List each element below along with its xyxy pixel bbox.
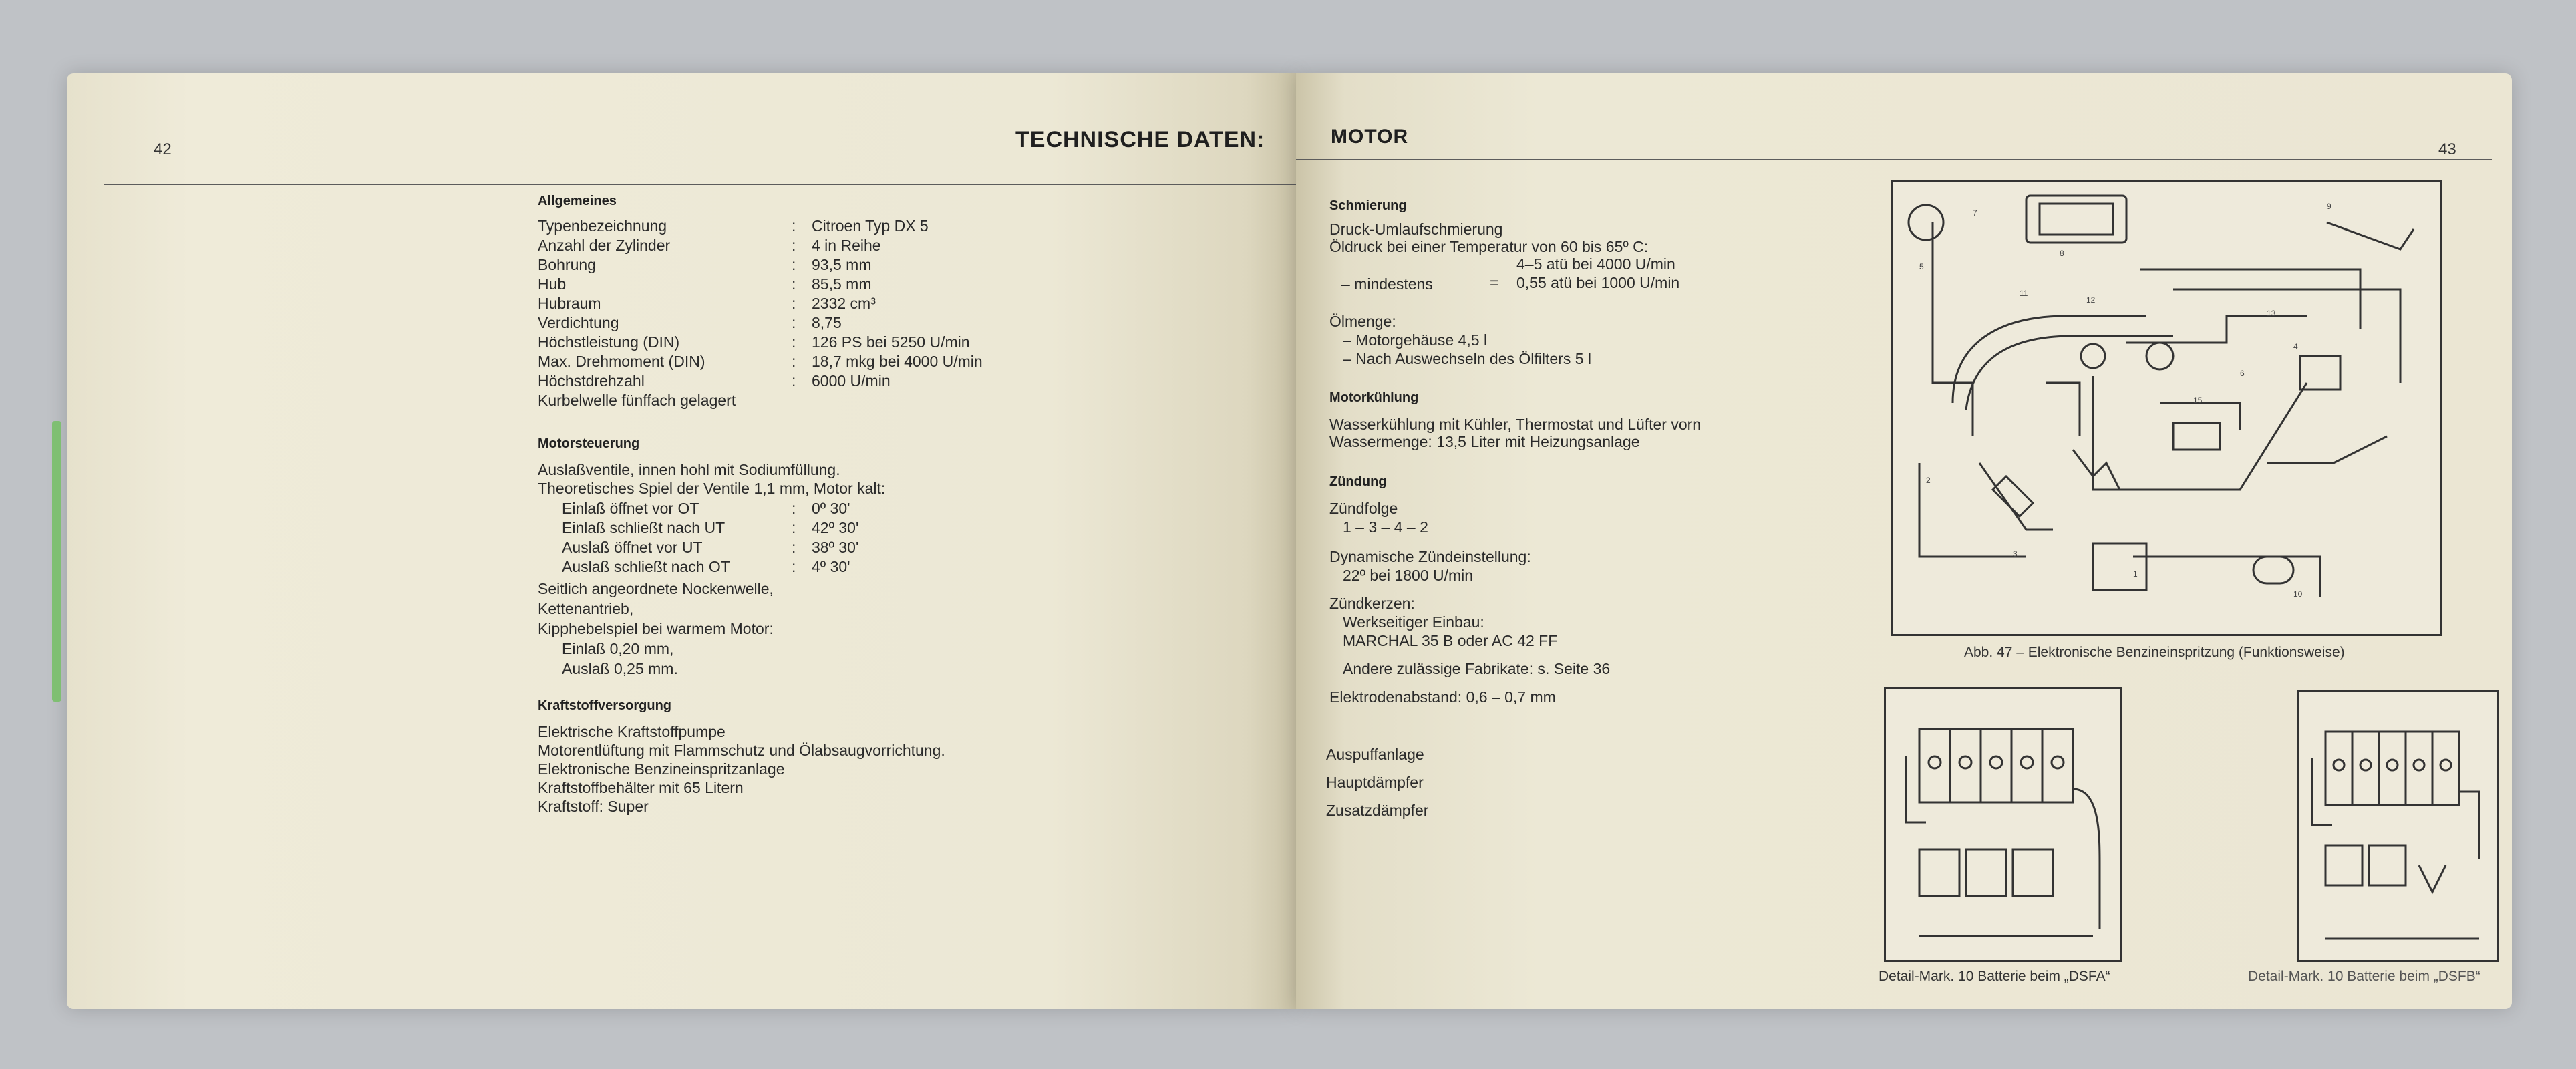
svg-text:1: 1 <box>2133 569 2138 579</box>
detail-caption-dsfb: Detail-Mark. 10 Batterie beim „DSFB“ <box>2248 969 2480 984</box>
kraftstoff-line: Elektronische Benzineinspritzanlage <box>538 760 785 778</box>
motorsteuerung-line: Theoretisches Spiel der Ventile 1,1 mm, Motor kalt: <box>538 480 886 497</box>
section-title-motorsteuerung: Motorsteuerung <box>538 436 640 451</box>
zuendung-line: Zündfolge <box>1329 500 1398 517</box>
spec-label: Hubraum <box>538 295 601 312</box>
spec-label: Auslaß schließt nach OT <box>562 558 730 575</box>
spec-label: Auslaß öffnet vor UT <box>562 539 703 556</box>
spec-value: 93,5 mm <box>812 256 872 273</box>
svg-text:9: 9 <box>2327 202 2331 211</box>
zuendung-line: Werkseitiger Einbau: <box>1343 613 1484 631</box>
page-number-left: 42 <box>154 140 172 158</box>
zuendung-line: 22º bei 1800 U/min <box>1343 567 1474 584</box>
section-title-zuendung: Zündung <box>1329 474 1387 489</box>
spec-label: Verdichtung <box>538 314 619 331</box>
schmierung-line: 0,55 atü bei 1000 U/min <box>1516 274 1680 291</box>
auspuff-line: Hauptdämpfer <box>1326 774 1424 791</box>
kuehlung-line: Wassermenge: 13,5 Liter mit Heizungsanlage <box>1329 433 1640 450</box>
page-tab-marker <box>52 421 61 702</box>
spec-value: 18,7 mkg bei 4000 U/min <box>812 353 983 370</box>
figure-caption: Abb. 47 – Elektronische Benzineinspritzung (Funktionsweise) <box>1964 645 2345 660</box>
spec-value: Citroen Typ DX 5 <box>812 217 929 235</box>
spec-value: 38º 30' <box>812 539 859 556</box>
zuendung-line: Andere zulässige Fabrikate: s. Seite 36 <box>1343 660 1611 677</box>
page-header-left: TECHNISCHE DATEN: <box>1015 127 1265 152</box>
svg-text:11: 11 <box>2020 289 2028 298</box>
injection-system-diagram <box>1891 180 2442 636</box>
spec-value: 4º 30' <box>812 558 850 575</box>
motorsteuerung-line: Auslaßventile, innen hohl mit Sodiumfüllung. <box>538 461 840 478</box>
zuendung-line: 1 – 3 – 4 – 2 <box>1343 518 1428 536</box>
detail-caption-dsfa: Detail-Mark. 10 Batterie beim „DSFA“ <box>1879 969 2110 984</box>
motorsteuerung-line: Seitlich angeordnete Nockenwelle, <box>538 580 774 597</box>
auspuff-title: Auspuffanlage <box>1326 746 1424 763</box>
kuehlung-line: Wasserkühlung mit Kühler, Thermostat und Lüfter vorn <box>1329 416 1702 433</box>
kraftstoff-line: Kraftstoff: Super <box>538 798 649 815</box>
page-header-right: MOTOR <box>1331 126 1409 148</box>
motorsteuerung-line: Kipphebelspiel bei warmem Motor: <box>538 620 774 637</box>
motorsteuerung-line: Auslaß 0,25 mm. <box>562 660 678 677</box>
schmierung-equals: = <box>1490 274 1499 291</box>
section-title-kraftstoff: Kraftstoffversorgung <box>538 698 672 713</box>
motorsteuerung-line: Einlaß 0,20 mm, <box>562 640 674 657</box>
open-manual <box>67 73 2519 1022</box>
spec-value: 0º 30' <box>812 500 850 517</box>
auspuff-line: Zusatzdämpfer <box>1326 802 1429 819</box>
schmierung-line: Öldruck bei einer Temperatur von 60 bis 65º C: <box>1329 238 1649 255</box>
detail-battery-dsfa-diagram <box>1884 687 2122 962</box>
zuendung-line: Elektrodenabstand: 0,6 – 0,7 mm <box>1329 688 1556 706</box>
svg-text:15: 15 <box>2193 396 2203 405</box>
spec-label: Typenbezeichnung <box>538 217 667 235</box>
svg-text:10: 10 <box>2293 589 2303 599</box>
svg-text:4: 4 <box>2293 342 2298 351</box>
svg-text:13: 13 <box>2267 309 2276 318</box>
schmierung-line: Druck-Umlaufschmierung <box>1329 220 1503 238</box>
right-page <box>1296 73 2512 1009</box>
spec-label: Hub <box>538 275 567 293</box>
spec-value: 126 PS bei 5250 U/min <box>812 333 970 351</box>
schmierung-line: – mindestens <box>1341 275 1433 293</box>
section-title-schmierung: Schmierung <box>1329 198 1407 213</box>
oelmenge-title: Ölmenge: <box>1329 313 1396 330</box>
spec-value: 4 in Reihe <box>812 237 881 254</box>
spec-value: 2332 cm³ <box>812 295 876 312</box>
svg-text:2: 2 <box>1926 476 1931 485</box>
spec-label: Einlaß schließt nach UT <box>562 519 726 537</box>
spec-label: Max. Drehmoment (DIN) <box>538 353 705 370</box>
kraftstoff-line: Elektrische Kraftstoffpumpe <box>538 723 726 740</box>
header-rule-right <box>1296 159 2492 160</box>
oelmenge-line: – Nach Auswechseln des Ölfilters 5 l <box>1343 350 1592 367</box>
svg-text:8: 8 <box>2060 249 2064 258</box>
zuendung-line: Dynamische Zündeinstellung: <box>1329 548 1531 565</box>
spec-value: 85,5 mm <box>812 275 872 293</box>
section-title-allgemeines: Allgemeines <box>538 194 617 208</box>
spec-value: 42º 30' <box>812 519 859 537</box>
svg-text:7: 7 <box>1973 208 1977 218</box>
oelmenge-line: – Motorgehäuse 4,5 l <box>1343 331 1488 349</box>
page-number-right: 43 <box>2438 140 2456 158</box>
spec-label: Anzahl der Zylinder <box>538 237 671 254</box>
spec-label: Einlaß öffnet vor OT <box>562 500 699 517</box>
section-title-kuehlung: Motorkühlung <box>1329 390 1419 405</box>
motorsteuerung-line: Kettenantrieb, <box>538 600 634 617</box>
spec-value: 8,75 <box>812 314 842 331</box>
zuendung-line: Zündkerzen: <box>1329 595 1415 612</box>
left-page: 42 TECHNISCHE DATEN: Allgemeines Typenbezeichnung : Citroen Typ DX 5 Anzahl der Zylinder : 4 in Reihe Bohrung : 93,5 mm Hub : 85,5 mm Hubraum : 2332 cm³ Verdichtung : 8,75 Höchstleistung (DIN) : 126 PS bei 5250 U/min Max. Drehmoment (DIN) : 18,7 mkg bei 4000 U/min Höchstdrehzahl : 6000 U/min Kurbelwelle fünffach gelagert Motorsteuerung Auslaßventile, innen hohl mit Sodiumfüllung. Theoretisches Spiel der Ventile 1,1 mm, Motor kalt: Einlaß öffnet vor OT : 0º 30' Einlaß schließt nach UT : 42º 30' Auslaß öffnet vor UT : 38º 30' Auslaß schließt nach OT : 4º 30' Seitlich angeordnete Nockenwelle, Kettenantrieb, Kipphebelspiel bei warmem Motor: Einlaß 0,20 mm, Auslaß 0,25 mm. Kraftstoffversorgung Elektrische Kraftstoffpumpe Motorentlüftung mit Flammschutz und Ölabsaugvorrichtung. Elektronische Benzineinspritzanlage Kraftstoffbehälter mit 65 Litern Kraftstoff: Super <box>67 73 1296 1009</box>
spec-label: Bohrung <box>538 256 596 273</box>
kraftstoff-line: Motorentlüftung mit Flammschutz und Ölabsaugvorrichtung. <box>538 742 945 759</box>
header-rule-left <box>104 184 1296 185</box>
spec-label: Höchstdrehzahl <box>538 372 645 390</box>
svg-text:6: 6 <box>2240 369 2245 378</box>
zuendung-line: MARCHAL 35 B oder AC 42 FF <box>1343 632 1558 649</box>
svg-text:5: 5 <box>1919 262 1924 271</box>
spec-value: 6000 U/min <box>812 372 891 390</box>
svg-text:3: 3 <box>2013 549 2018 559</box>
detail-battery-dsfb-diagram <box>2297 690 2499 962</box>
spec-label: Höchstleistung (DIN) <box>538 333 680 351</box>
svg-text:12: 12 <box>2086 295 2096 305</box>
kraftstoff-line: Kraftstoffbehälter mit 65 Litern <box>538 779 744 796</box>
schmierung-line: 4–5 atü bei 4000 U/min <box>1516 255 1675 273</box>
